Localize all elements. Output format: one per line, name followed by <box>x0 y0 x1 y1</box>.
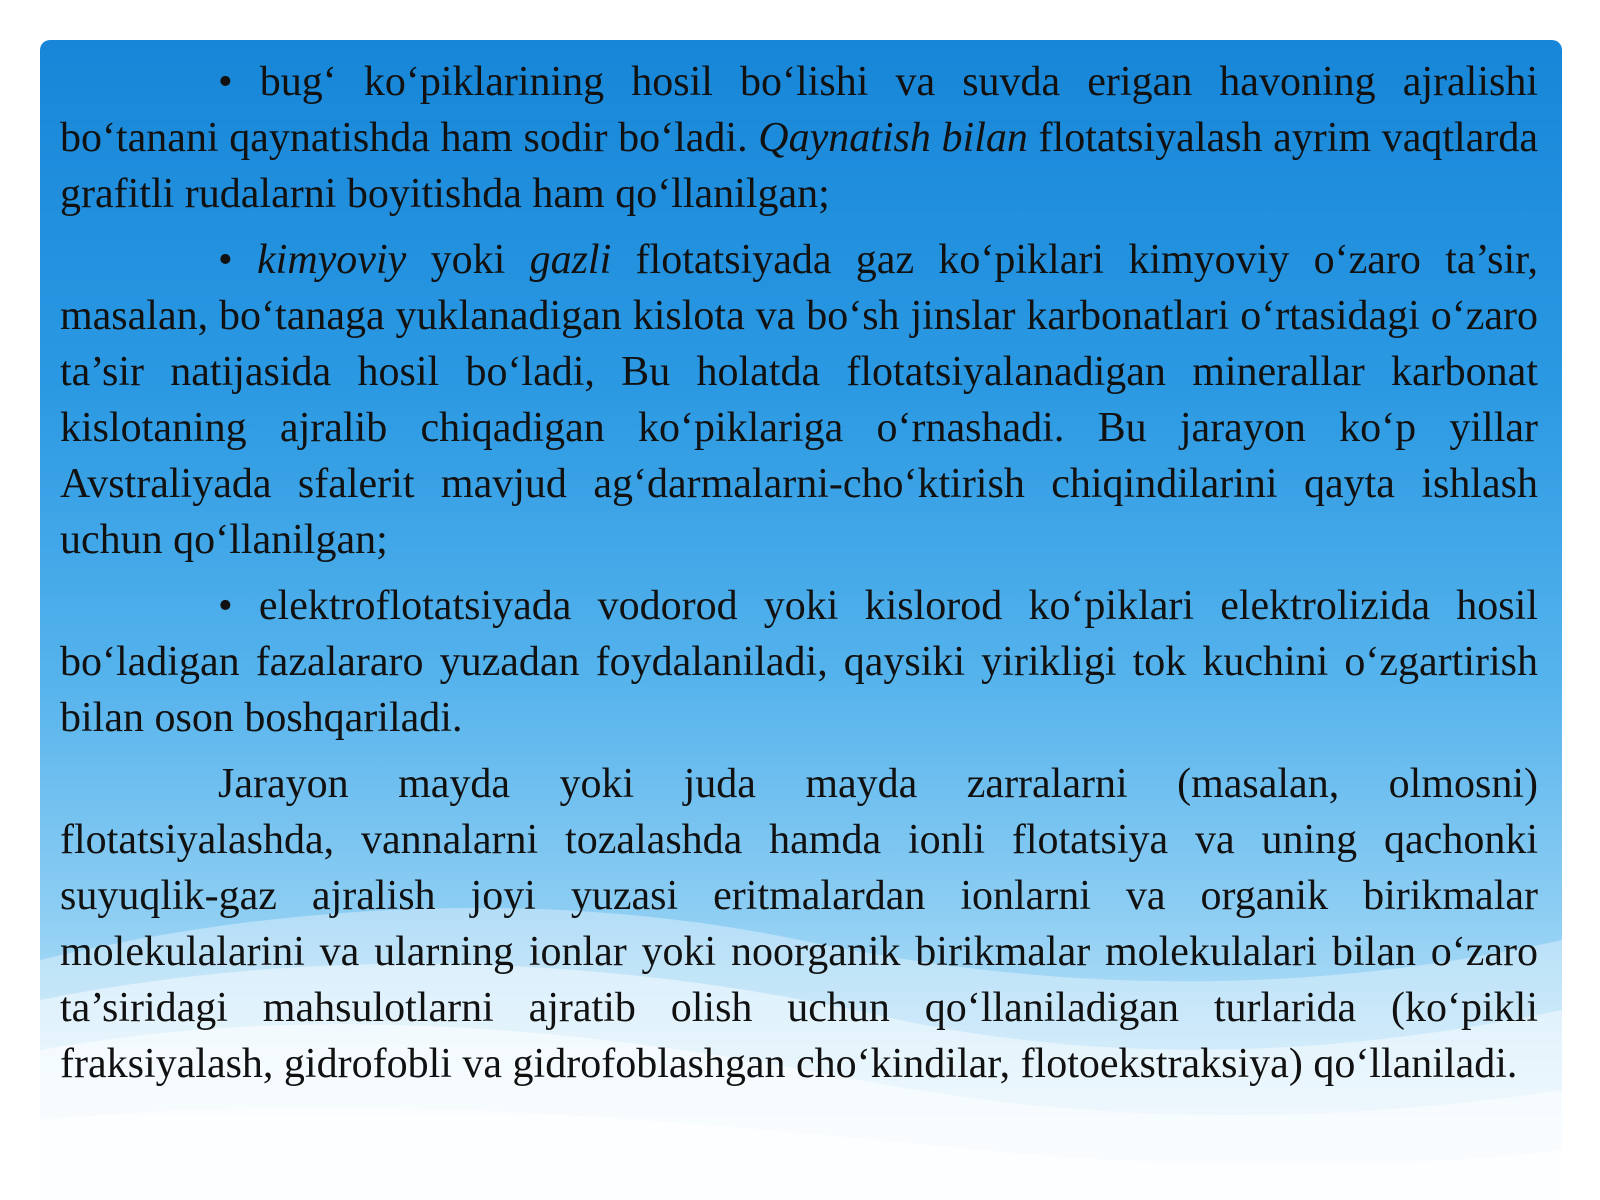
text-run: flotatsiyalash ayrim vaqtlarda grafitli rudalarni boyitishda ham qo‘llanilgan; <box>60 115 1538 217</box>
paragraph-process-applications <box>60 756 1538 1092</box>
slide-text-body <box>60 54 1538 1102</box>
text-run: yoki <box>406 237 530 283</box>
paragraph-boiling-flotation <box>60 54 1538 222</box>
text-run: • elektroflotatsiyada vodorod yoki kislorod ko‘piklari elektrolizida hosil bo‘ladigan fazalararo yuzadan foydalaniladi, qaysiki yirikligi tok kuchini o‘zgartirish bilan oson boshqariladi. <box>60 583 1538 741</box>
italic-term: gazli <box>529 237 612 283</box>
text-run: Jarayon mayda yoki juda mayda zarralarni (masalan, olmosni) flotatsiyalashda, vannalarni tozalashda hamda ionli flotatsiya va uning qachonki suyuqlik-gaz ajralish joyi yuzasi eritmalardan ionlarni va organik birikmalar molekulalarini va ularning ionlar yoki noorganik birikmalar molekulalari bilan o‘zaro ta’siridagi mahsulotlarni ajratib olish uchun qo‘llaniladigan turlarida (ko‘pikli fraksiyalash, gidrofobli va gidrofoblashgan cho‘kindilar, flotoekstraksiya) qo‘llaniladi. <box>60 761 1538 1087</box>
italic-term: kimyoviy <box>257 237 407 283</box>
paragraph-chemical-flotation <box>60 232 1538 568</box>
paragraph-electroflotation <box>60 578 1538 746</box>
text-run: flotatsiyada gaz ko‘piklari kimyoviy o‘zaro ta’sir, masalan, bo‘tanaga yuklanadigan kislota va bo‘sh jinslar karbonatlari o‘rtasidagi o‘zaro ta’sir natijasida hosil bo‘ladi, Bu holatda flotatsiyalanadigan minerallar karbonat kislotaning ajralib chiqadigan ko‘piklariga o‘rnashadi. Bu jarayon ko‘p yillar Avstraliyada sfalerit mavjud ag‘darmalarni-cho‘ktirish chiqindilarini qayta ishlash uchun qo‘llanilgan; <box>60 237 1538 563</box>
text-run: • bug‘ ko‘piklarining hosil bo‘lishi va suvda erigan havoning ajralishi bo‘tanani qaynatishda ham sodir bo‘ladi. <box>60 59 1538 161</box>
text-run: • <box>218 237 258 283</box>
italic-term: Qaynatish bilan <box>758 115 1028 161</box>
